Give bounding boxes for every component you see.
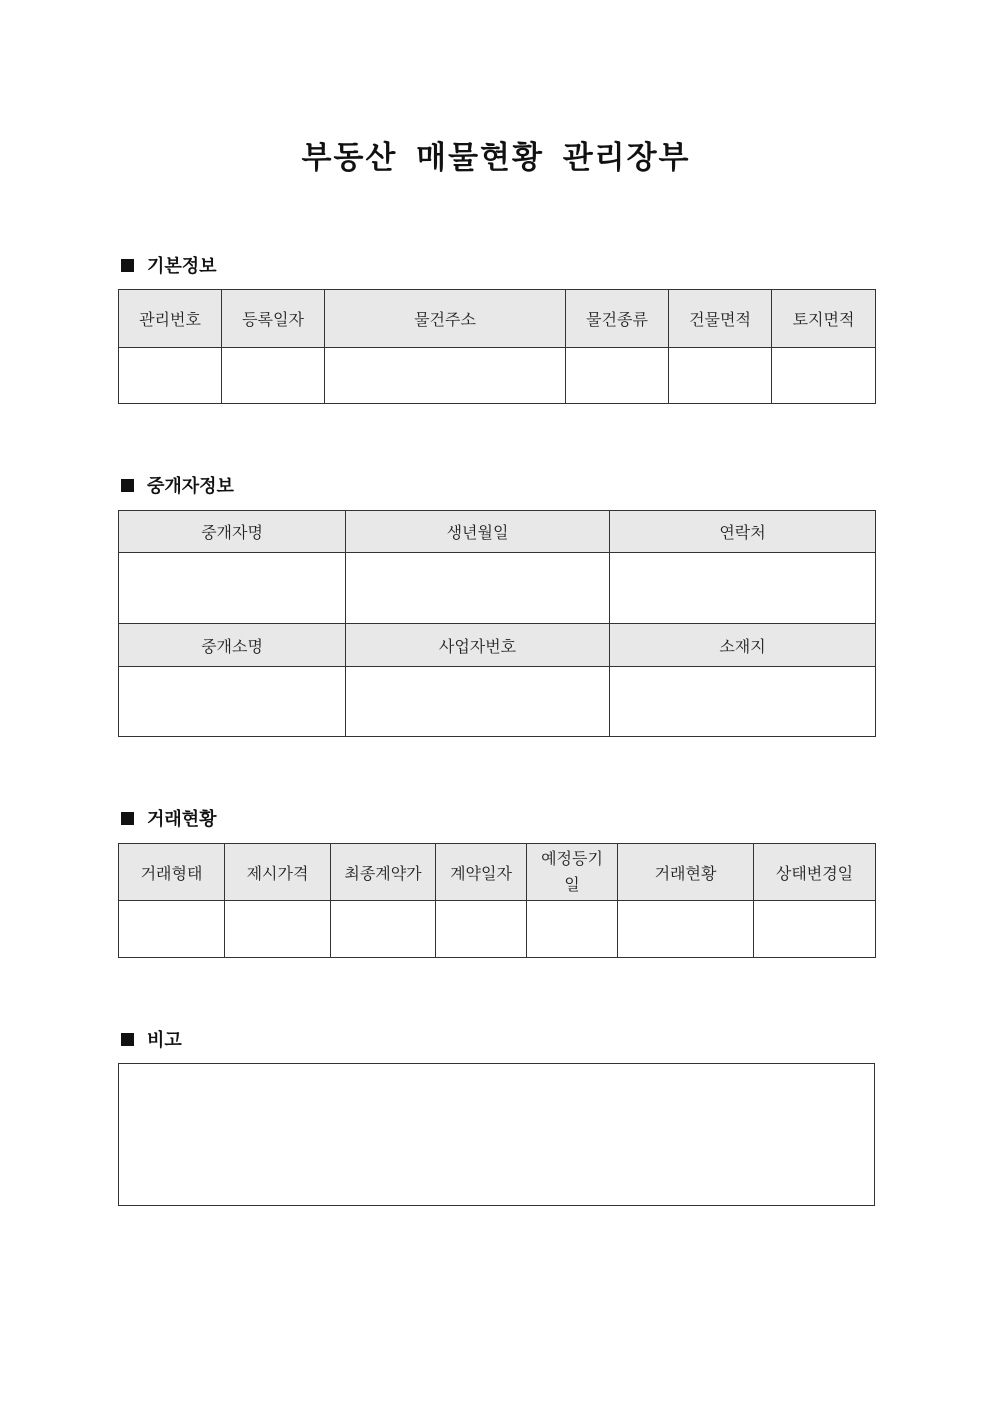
header-final-contract-price: 최종계약가: [331, 844, 436, 901]
location-cell[interactable]: [610, 667, 876, 737]
section-heading-broker-info: [119, 473, 234, 497]
square-bullet-icon: [121, 812, 134, 825]
page-title: 부동산 매물현황 관리장부: [301, 140, 691, 176]
contact-cell[interactable]: [610, 553, 876, 624]
header-asking-price: 제시가격: [225, 844, 331, 901]
header-contact: 연락처: [610, 511, 876, 553]
remarks-box[interactable]: [118, 1063, 875, 1206]
broker-name-cell[interactable]: [119, 553, 346, 624]
section-heading-label: 중개자정보: [147, 476, 234, 497]
status-change-date-cell[interactable]: [754, 901, 876, 958]
transaction-type-cell[interactable]: [119, 901, 225, 958]
header-management-number: 관리번호: [119, 290, 222, 348]
broker-info-table: [118, 510, 876, 737]
section-heading-label: 비고: [147, 1030, 182, 1051]
header-status-change-date: 상태변경일: [754, 844, 876, 901]
table-row: [119, 901, 876, 958]
transaction-status-table: [118, 843, 876, 958]
header-broker-name: 중개자명: [119, 511, 346, 553]
basic-info-table: [118, 289, 876, 404]
header-building-area: 건물면적: [669, 290, 772, 348]
header-registration-date: 등록일자: [222, 290, 325, 348]
table-header-row: [119, 624, 876, 667]
agency-name-cell[interactable]: [119, 667, 346, 737]
header-property-address: 물건주소: [325, 290, 566, 348]
header-location: 소재지: [610, 624, 876, 667]
table-row: [119, 667, 876, 737]
table-header-row: [119, 844, 876, 901]
management-number-cell[interactable]: [119, 348, 222, 404]
property-type-cell[interactable]: [566, 348, 669, 404]
business-number-cell[interactable]: [346, 667, 610, 737]
square-bullet-icon: [121, 479, 134, 492]
contract-date-cell[interactable]: [436, 901, 527, 958]
header-agency-name: 중개소명: [119, 624, 346, 667]
section-heading-label: 기본정보: [147, 256, 217, 277]
section-heading-transaction-status: [119, 806, 217, 830]
square-bullet-icon: [121, 259, 134, 272]
header-transaction-status: 거래현황: [618, 844, 754, 901]
scheduled-registration-date-cell[interactable]: [527, 901, 618, 958]
final-contract-price-cell[interactable]: [331, 901, 436, 958]
header-scheduled-registration-date: 예정등기 일: [527, 844, 618, 901]
property-address-cell[interactable]: [325, 348, 566, 404]
header-land-area: 토지면적: [772, 290, 876, 348]
header-contract-date: 계약일자: [436, 844, 527, 901]
section-heading-basic-info: [119, 253, 217, 277]
asking-price-cell[interactable]: [225, 901, 331, 958]
table-row: [119, 553, 876, 624]
building-area-cell[interactable]: [669, 348, 772, 404]
header-business-number: 사업자번호: [346, 624, 610, 667]
birth-date-cell[interactable]: [346, 553, 610, 624]
table-header-row: [119, 290, 876, 348]
header-property-type: 물건종류: [566, 290, 669, 348]
header-birth-date: 생년월일: [346, 511, 610, 553]
square-bullet-icon: [121, 1033, 134, 1046]
land-area-cell[interactable]: [772, 348, 876, 404]
transaction-status-cell[interactable]: [618, 901, 754, 958]
table-header-row: [119, 511, 876, 553]
section-heading-remarks: [119, 1027, 182, 1051]
header-transaction-type: 거래형태: [119, 844, 225, 901]
registration-date-cell[interactable]: [222, 348, 325, 404]
section-heading-label: 거래현황: [147, 809, 217, 830]
table-row: [119, 348, 876, 404]
